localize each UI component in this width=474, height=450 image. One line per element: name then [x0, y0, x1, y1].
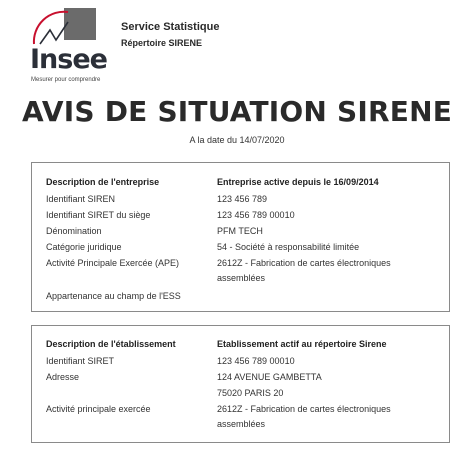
service-name: Service Statistique [121, 21, 220, 33]
field-value: 2612Z - Fabrication de cartes électroniques assemblées [217, 258, 391, 283]
field-value: 123 456 789 00010 [217, 210, 295, 220]
entreprise-box [31, 162, 450, 312]
field-value: 75020 PARIS 20 [217, 388, 284, 398]
etablissement-box [31, 325, 450, 443]
field-label: Identifiant SIRET [46, 356, 115, 366]
logo-tagline: Mesurer pour comprendre [31, 77, 101, 83]
field-value: 123 456 789 00010 [217, 356, 295, 366]
field-value: 2612Z - Fabrication de cartes électroniques assemblées [217, 404, 391, 429]
insee-logo-mark-icon [28, 8, 98, 48]
field-value: PFM TECH [217, 226, 263, 236]
logo-wordmark: Insee [30, 44, 107, 75]
entreprise-header-label: Description de l'entreprise [46, 177, 160, 187]
field-label: Appartenance au champ de l'ESS [46, 291, 181, 301]
entreprise-status: Entreprise active depuis le 16/09/2014 [217, 177, 379, 187]
etablissement-status: Etablissement actif au répertoire Sirene [217, 339, 387, 349]
field-value: 123 456 789 [217, 194, 268, 204]
field-label: Activité principale exercée [46, 404, 151, 414]
page-title: AVIS DE SITUATION SIRENE [21, 95, 453, 128]
field-label: Catégorie juridique [46, 242, 122, 252]
etablissement-header-label: Description de l'établissement [46, 339, 176, 349]
field-value: 124 AVENUE GAMBETTA [217, 372, 322, 382]
field-label: Dénomination [46, 226, 102, 236]
field-label: Activité Principale Exercée (APE) [46, 258, 180, 268]
service-subtitle: Répertoire SIRENE [121, 38, 203, 48]
field-label: Identifiant SIREN [46, 194, 116, 204]
field-label: Adresse [46, 372, 80, 382]
service-header [121, 21, 219, 48]
field-value: 54 - Société à responsabilité limitée [217, 242, 360, 252]
date-line: A la date du 14/07/2020 [189, 135, 285, 145]
field-label: Identifiant SIRET du siège [46, 210, 151, 220]
insee-logo [28, 8, 107, 86]
